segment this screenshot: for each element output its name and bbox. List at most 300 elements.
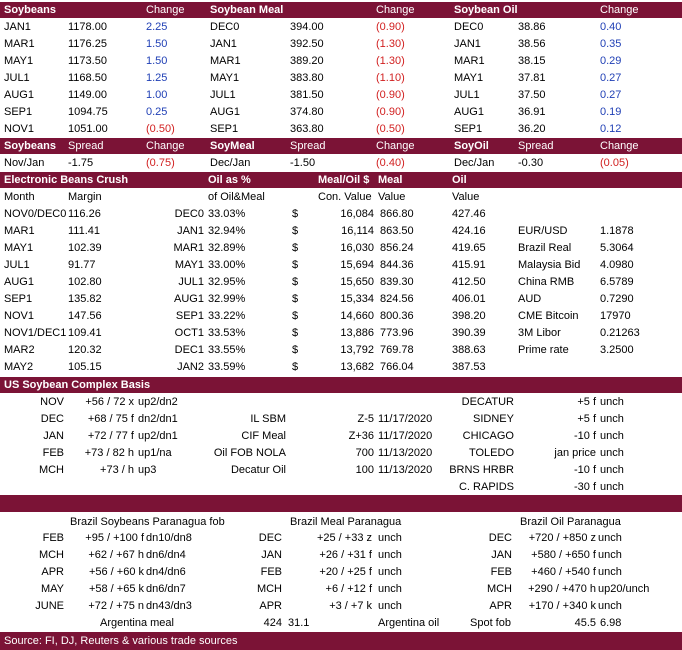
oil-month: MAY1: [454, 72, 484, 84]
crush-oil-month: JAN2: [177, 361, 204, 373]
crush-oil-month: SEP1: [175, 310, 204, 322]
crush-oil-pct: 33.55%: [208, 344, 246, 356]
crush-oil-value: 388.63: [452, 344, 486, 356]
crush-con-value: 16,084: [340, 208, 374, 220]
meal-month: MAR1: [210, 55, 241, 67]
oil-price: 37.81: [518, 72, 546, 84]
soy-change: 2.25: [146, 21, 168, 33]
brazil-oil-value: +170 / +340 k: [528, 600, 596, 612]
basis-value: +73 / 82 h: [84, 447, 134, 459]
brazil-meal-change: unch: [378, 532, 402, 544]
market-label: 3M Libor: [518, 327, 561, 339]
basis-location: DECATUR: [461, 396, 514, 408]
brazil-meal-header: Brazil Meal Paranagua: [290, 516, 402, 528]
crush-oil-header: Oil: [452, 174, 467, 186]
basis-change: up1/na: [138, 447, 172, 459]
brazil-soy-value: +72 / +75 n: [88, 600, 144, 612]
argentina-meal-label: Argentina meal: [100, 617, 174, 629]
crush-month: SEP1: [4, 293, 33, 305]
brazil-oil-value: +720 / +850 z: [528, 532, 596, 544]
soy-price: 1178.00: [68, 21, 107, 33]
footer: [0, 632, 682, 650]
soy-price: 1051.00: [68, 123, 108, 135]
soy-change: 0.25: [146, 106, 168, 118]
brazil-soy-change: dn10/dn8: [146, 532, 192, 544]
soy-change: (0.50): [146, 123, 175, 135]
crush-meal-value: 769.78: [380, 344, 414, 356]
futures-header-5: Change: [600, 4, 639, 16]
crush-oil-pct: 32.89%: [208, 242, 246, 254]
crush-oil-pct: 32.95%: [208, 276, 246, 288]
oil-change: 0.27: [600, 72, 622, 84]
crush-meal-value: 839.30: [380, 276, 414, 288]
brazil-meal-value: +3 / +7 k: [329, 600, 372, 612]
basis-month: MCH: [38, 464, 64, 476]
futures-header-2: Soybean Meal: [210, 4, 284, 16]
brazil-soy-value: +58 / +65 k: [88, 583, 144, 595]
soy-month: MAY1: [4, 55, 34, 67]
oil-price: 37.50: [518, 89, 546, 101]
soy-month: MAR1: [4, 38, 35, 50]
market-label: China RMB: [518, 276, 575, 288]
meal-price: 363.80: [290, 123, 324, 135]
meal-change: (1.10): [376, 72, 405, 84]
crush-month: MAY2: [4, 361, 34, 373]
brazil-oil-value: +460 / +540 f: [531, 566, 596, 578]
crush-meal-header: Meal: [378, 174, 403, 186]
brazil-meal-month: JAN: [261, 549, 282, 561]
crush-meal-value: 773.96: [380, 327, 414, 339]
basis-code: Z+36: [348, 430, 374, 442]
meal-price: 383.80: [290, 72, 324, 84]
crush-sub-margin: Margin: [68, 191, 102, 203]
meal-change: (0.90): [376, 106, 405, 118]
brazil-soy-month: FEB: [42, 532, 64, 544]
argentina-meal-value: 424: [263, 617, 282, 629]
brazil-oil-month: DEC: [488, 532, 512, 544]
soy-month: JUL1: [4, 72, 30, 84]
meal-price: 394.00: [290, 21, 324, 33]
crush-margin: 102.80: [68, 276, 102, 288]
soy-month: SEP1: [4, 106, 33, 118]
spread-o1: Dec/Jan: [454, 157, 495, 169]
soy-change: 1.50: [146, 55, 168, 67]
brazil-meal-value: +26 / +31 f: [319, 549, 372, 561]
crush-meal-value: 824.56: [380, 293, 414, 305]
crush-oil-month: MAY1: [174, 259, 204, 271]
crush-meal-value: 766.04: [380, 361, 414, 373]
crush-oil-pct: 33.53%: [208, 327, 246, 339]
meal-price: 389.20: [290, 55, 324, 67]
meal-month: SEP1: [210, 123, 239, 135]
crush-month: AUG1: [4, 276, 34, 288]
spread-o3: (0.05): [600, 157, 629, 169]
oil-month: MAR1: [454, 55, 485, 67]
spreads-header-2: Change: [146, 140, 185, 152]
crush-month: MAR1: [4, 225, 35, 237]
basis-loc-value: -30 f: [573, 481, 596, 493]
spread-s3: (0.75): [146, 157, 175, 169]
spreads-header-0: Soybeans: [4, 140, 56, 152]
basis-month: FEB: [42, 447, 64, 459]
crush-currency: $: [292, 242, 299, 254]
futures-header: [0, 2, 682, 18]
soy-month: NOV1: [4, 123, 34, 135]
basis-date: 11/13/2020: [378, 464, 433, 476]
brazil-meal-value: +25 / +33 z: [316, 532, 372, 544]
crush-mealoil-header: Meal/Oil $: [318, 174, 370, 186]
crush-oil-value: 412.50: [452, 276, 486, 288]
basis-code: 700: [355, 447, 374, 459]
futures-header-4: Soybean Oil: [454, 4, 518, 16]
meal-price: 374.80: [290, 106, 324, 118]
argentina-spot-label: Spot fob: [470, 617, 511, 629]
crush-oilpct-header: Oil as %: [208, 174, 251, 186]
crush-margin: 147.56: [68, 310, 102, 322]
brazil-meal-month: DEC: [258, 532, 282, 544]
crush-oil-value: 390.39: [452, 327, 486, 339]
soy-month: AUG1: [4, 89, 34, 101]
oil-month: DEC0: [454, 21, 484, 33]
brazil-oil-month: JAN: [491, 549, 512, 561]
spread-m1: Dec/Jan: [210, 157, 251, 169]
spreads-header-7: Spread: [518, 140, 554, 152]
crush-meal-value: 866.80: [380, 208, 414, 220]
crush-header: [0, 172, 682, 188]
basis-product: IL SBM: [250, 413, 286, 425]
futures-header-3: Change: [376, 4, 415, 16]
soy-price: 1176.25: [68, 38, 107, 50]
crush-month: MAR2: [4, 344, 35, 356]
market-value: 17970: [600, 310, 631, 322]
crush-margin: 116.26: [68, 208, 101, 220]
crush-oil-pct: 33.59%: [208, 361, 246, 373]
meal-month: AUG1: [210, 106, 240, 118]
crush-con-value: 13,886: [340, 327, 374, 339]
market-label: Malaysia Bid: [518, 259, 581, 271]
crush-oil-month: JUL1: [178, 276, 204, 288]
brazil-meal-change: unch: [378, 600, 402, 612]
basis-location: TOLEDO: [468, 447, 514, 459]
market-value: 1.1878: [600, 225, 634, 237]
soy-price: 1168.50: [68, 72, 107, 84]
crush-meal-value: 863.50: [380, 225, 414, 237]
crush-sub-oilmeal: of Oil&Meal: [208, 191, 265, 203]
basis-location: BRNS HRBR: [449, 464, 514, 476]
brazil-soy-change: dn4/dn6: [146, 566, 186, 578]
oil-price: 36.91: [518, 106, 546, 118]
spread-s2: -1.75: [68, 157, 94, 169]
brazil-oil-value: +290 / +470 h: [528, 583, 596, 595]
market-label: Brazil Real: [518, 242, 572, 254]
crush-margin: 120.32: [68, 344, 102, 356]
brazil-soy-change: dn6/dn4: [146, 549, 186, 561]
brazil-oil-month: APR: [489, 600, 512, 612]
brazil-soy-header: Brazil Soybeans Paranagua fob: [70, 516, 225, 528]
brazil-oil-month: MCH: [486, 583, 512, 595]
basis-change: up2/dn1: [138, 430, 178, 442]
basis-change: up3: [138, 464, 157, 476]
crush-con-value: 16,030: [340, 242, 374, 254]
basis-location: C. RAPIDS: [458, 481, 514, 493]
basis-date: 11/17/2020: [378, 430, 433, 442]
soy-price: 1149.00: [68, 89, 107, 101]
market-label: AUD: [518, 293, 542, 305]
basis-loc-value: +5 f: [577, 413, 596, 425]
basis-value: +68 / 75 f: [87, 413, 134, 425]
brazil-meal-change: unch: [378, 566, 402, 578]
crush-margin: 135.82: [68, 293, 102, 305]
argentina-meal-change: 31.1: [288, 617, 310, 629]
oil-price: 38.15: [518, 55, 546, 67]
brazil-soy-change: dn43/dn3: [146, 600, 192, 612]
brazil-oil-header: Brazil Oil Paranagua: [520, 516, 621, 528]
brazil-soy-value: +95 / +100 f: [85, 532, 144, 544]
crush-oil-month: DEC0: [174, 208, 204, 220]
crush-oil-month: JAN1: [177, 225, 204, 237]
brazil-meal-change: unch: [378, 549, 402, 561]
brazil-meal-month: FEB: [260, 566, 282, 578]
crush-oil-value: 387.53: [452, 361, 486, 373]
crush-currency: $: [292, 276, 299, 288]
spread-m2: -1.50: [290, 157, 316, 169]
crush-month: JUL1: [4, 259, 30, 271]
basis-month: NOV: [40, 396, 64, 408]
basis-code: Z-5: [357, 413, 374, 425]
crush-oil-value: 424.16: [452, 225, 486, 237]
crush-oil-value: 427.46: [452, 208, 486, 220]
crush-oil-month: DEC1: [174, 344, 204, 356]
brazil-oil-change: unch: [598, 549, 622, 561]
basis-product: Decatur Oil: [230, 464, 286, 476]
market-value: 0.7290: [600, 293, 634, 305]
basis-month: JAN: [43, 430, 64, 442]
crush-con-value: 15,334: [340, 293, 374, 305]
crush-con-value: 15,650: [340, 276, 374, 288]
crush-currency: $: [292, 327, 299, 339]
oil-price: 38.86: [518, 21, 546, 33]
meal-change: (0.90): [376, 89, 405, 101]
crush-currency: $: [292, 293, 299, 305]
crush-oil-pct: 33.00%: [208, 259, 246, 271]
crush-currency: $: [292, 361, 299, 373]
oil-month: AUG1: [454, 106, 484, 118]
meal-month: JAN1: [210, 38, 237, 50]
brazil-soy-month: JUNE: [35, 600, 64, 612]
argentina-oil-change: 6.98: [600, 617, 622, 629]
crush-oil-value: 419.65: [452, 242, 486, 254]
market-label: CME Bitcoin: [518, 310, 579, 322]
market-value: 3.2500: [600, 344, 634, 356]
crush-oil-value: 406.01: [452, 293, 486, 305]
crush-month: MAY1: [4, 242, 34, 254]
crush-con-value: 15,694: [340, 259, 374, 271]
crush-oil-month: AUG1: [174, 293, 204, 305]
basis-loc-change: unch: [600, 447, 624, 459]
brazil-oil-change: up20/unch: [598, 583, 650, 595]
crush-sub-convalue: Con. Value: [318, 191, 372, 203]
market-value: 0.21263: [600, 327, 640, 339]
crush-oil-value: 398.20: [452, 310, 486, 322]
soy-change: 1.25: [146, 72, 168, 84]
basis-loc-value: jan price: [554, 447, 596, 459]
market-value: 4.0980: [600, 259, 634, 271]
crush-oil-month: MAR1: [173, 242, 204, 254]
crush-currency: $: [292, 310, 299, 322]
basis-date: 11/13/2020: [378, 447, 433, 459]
meal-change: (1.30): [376, 38, 405, 50]
brazil-meal-value: +6 / +12 f: [325, 583, 372, 595]
spreads-header-1: Spread: [68, 140, 104, 152]
spread-m3: (0.40): [376, 157, 405, 169]
futures-header-0: Soybeans: [4, 4, 56, 16]
crush-margin: 102.39: [68, 242, 102, 254]
meal-price: 392.50: [290, 38, 324, 50]
crush-con-value: 13,792: [340, 344, 374, 356]
basis-header: [0, 377, 682, 393]
basis-change: dn2/dn1: [138, 413, 178, 425]
crush-oil-pct: 33.03%: [208, 208, 246, 220]
argentina-oil-label: Argentina oil: [378, 617, 440, 629]
meal-price: 381.50: [290, 89, 324, 101]
crush-oil-pct: 32.99%: [208, 293, 246, 305]
basis-loc-change: unch: [600, 396, 624, 408]
oil-change: 0.35: [600, 38, 622, 50]
crush-con-value: 16,114: [341, 225, 374, 237]
brazil-oil-month: FEB: [490, 566, 512, 578]
market-label: Prime rate: [518, 344, 569, 356]
basis-loc-change: unch: [600, 413, 624, 425]
crush-margin: 105.15: [68, 361, 102, 373]
basis-month: DEC: [40, 413, 64, 425]
brazil-soy-value: +56 / +60 k: [88, 566, 144, 578]
spreads-header-6: SoyOil: [454, 140, 489, 152]
soy-price: 1173.50: [68, 55, 107, 67]
oil-month: JAN1: [454, 38, 481, 50]
basis-loc-value: +5 f: [577, 396, 596, 408]
basis-product: Oil FOB NOLA: [213, 447, 286, 459]
brazil-soy-value: +62 / +67 h: [88, 549, 144, 561]
futures-header-1: Change: [146, 4, 185, 16]
brazil-meal-value: +20 / +25 f: [319, 566, 372, 578]
crush-currency: $: [292, 225, 299, 237]
crush-currency: $: [292, 344, 299, 356]
crush-margin: 91.77: [68, 259, 96, 271]
crush-con-value: 14,660: [340, 310, 374, 322]
brazil-oil-value: +580 / +650 f: [531, 549, 596, 561]
crush-meal-value: 844.36: [380, 259, 414, 271]
crush-sub-value2: Value: [452, 191, 480, 203]
brazil-meal-month: MCH: [256, 583, 282, 595]
oil-change: 0.12: [600, 123, 622, 135]
basis-value: +73 / h: [100, 464, 134, 476]
meal-change: (0.50): [376, 123, 405, 135]
spreads-header-3: SoyMeal: [210, 140, 255, 152]
basis-value: +72 / 77 f: [87, 430, 134, 442]
oil-price: 36.20: [518, 123, 546, 135]
spreads-header-4: Spread: [290, 140, 326, 152]
crush-meal-value: 856.24: [380, 242, 414, 254]
soy-change: 1.50: [146, 38, 168, 50]
basis-location: SIDNEY: [473, 413, 514, 425]
market-value: 6.5789: [600, 276, 634, 288]
source-note: Source: FI, DJ, Reuters & various trade sources: [4, 635, 238, 647]
oil-month: SEP1: [454, 123, 483, 135]
crush-month: NOV1/DEC1: [4, 327, 67, 339]
brazil-soy-month: APR: [41, 566, 64, 578]
crush-oil-value: 415.91: [452, 259, 486, 271]
basis-location: CHICAGO: [462, 430, 514, 442]
market-label: EUR/USD: [518, 225, 568, 237]
crush-month: NOV1: [4, 310, 34, 322]
brazil-band: [0, 495, 682, 512]
soy-price: 1094.75: [68, 106, 108, 118]
crush-oil-pct: 33.22%: [208, 310, 246, 322]
brazil-meal-change: unch: [378, 583, 402, 595]
crush-con-value: 13,682: [340, 361, 374, 373]
crush-oil-month: OCT1: [174, 327, 204, 339]
basis-title: US Soybean Complex Basis: [4, 379, 151, 391]
spreads-header-5: Change: [376, 140, 415, 152]
spread-s1: Nov/Jan: [4, 157, 45, 169]
meal-change: (0.90): [376, 21, 405, 33]
soy-change: 1.00: [146, 89, 168, 101]
oil-change: 0.29: [600, 55, 622, 67]
basis-code: 100: [355, 464, 374, 476]
crush-currency: $: [292, 259, 299, 271]
basis-change: up2/dn2: [138, 396, 178, 408]
spread-o2: -0.30: [518, 157, 544, 169]
basis-date: 11/17/2020: [378, 413, 433, 425]
brazil-oil-change: unch: [598, 600, 622, 612]
basis-loc-value: -10 f: [573, 464, 596, 476]
crush-currency: $: [292, 208, 299, 220]
basis-value: +56 / 72 x: [85, 396, 134, 408]
basis-loc-value: -10 f: [573, 430, 596, 442]
meal-month: MAY1: [210, 72, 240, 84]
oil-change: 0.19: [600, 106, 622, 118]
market-value: 5.3064: [600, 242, 634, 254]
brazil-soy-month: MCH: [38, 549, 64, 561]
meal-month: JUL1: [210, 89, 236, 101]
brazil-soy-change: dn6/dn7: [146, 583, 186, 595]
crush-oil-pct: 32.94%: [208, 225, 246, 237]
crush-meal-value: 800.36: [380, 310, 414, 322]
oil-month: JUL1: [454, 89, 480, 101]
crush-sub-value1: Value: [378, 191, 406, 203]
brazil-oil-change: unch: [598, 566, 622, 578]
argentina-oil-value: 45.5: [574, 617, 596, 629]
crush-sub-month: Month: [4, 191, 35, 203]
crush-margin: 109.41: [68, 327, 102, 339]
meal-change: (1.30): [376, 55, 405, 67]
basis-loc-change: unch: [600, 481, 624, 493]
oil-change: 0.40: [600, 21, 622, 33]
crush-month: NOV0/DEC0: [4, 208, 67, 220]
meal-month: DEC0: [210, 21, 240, 33]
spreads-header: [0, 138, 682, 154]
oil-price: 38.56: [518, 38, 546, 50]
basis-loc-change: unch: [600, 464, 624, 476]
oil-change: 0.27: [600, 89, 622, 101]
brazil-meal-month: APR: [259, 600, 282, 612]
soy-month: JAN1: [4, 21, 31, 33]
crush-margin: 111.41: [68, 225, 101, 237]
brazil-soy-month: MAY: [40, 583, 64, 595]
crush-title: Electronic Beans Crush: [4, 174, 129, 186]
brazil-oil-change: unch: [598, 532, 622, 544]
spreads-header-8: Change: [600, 140, 639, 152]
